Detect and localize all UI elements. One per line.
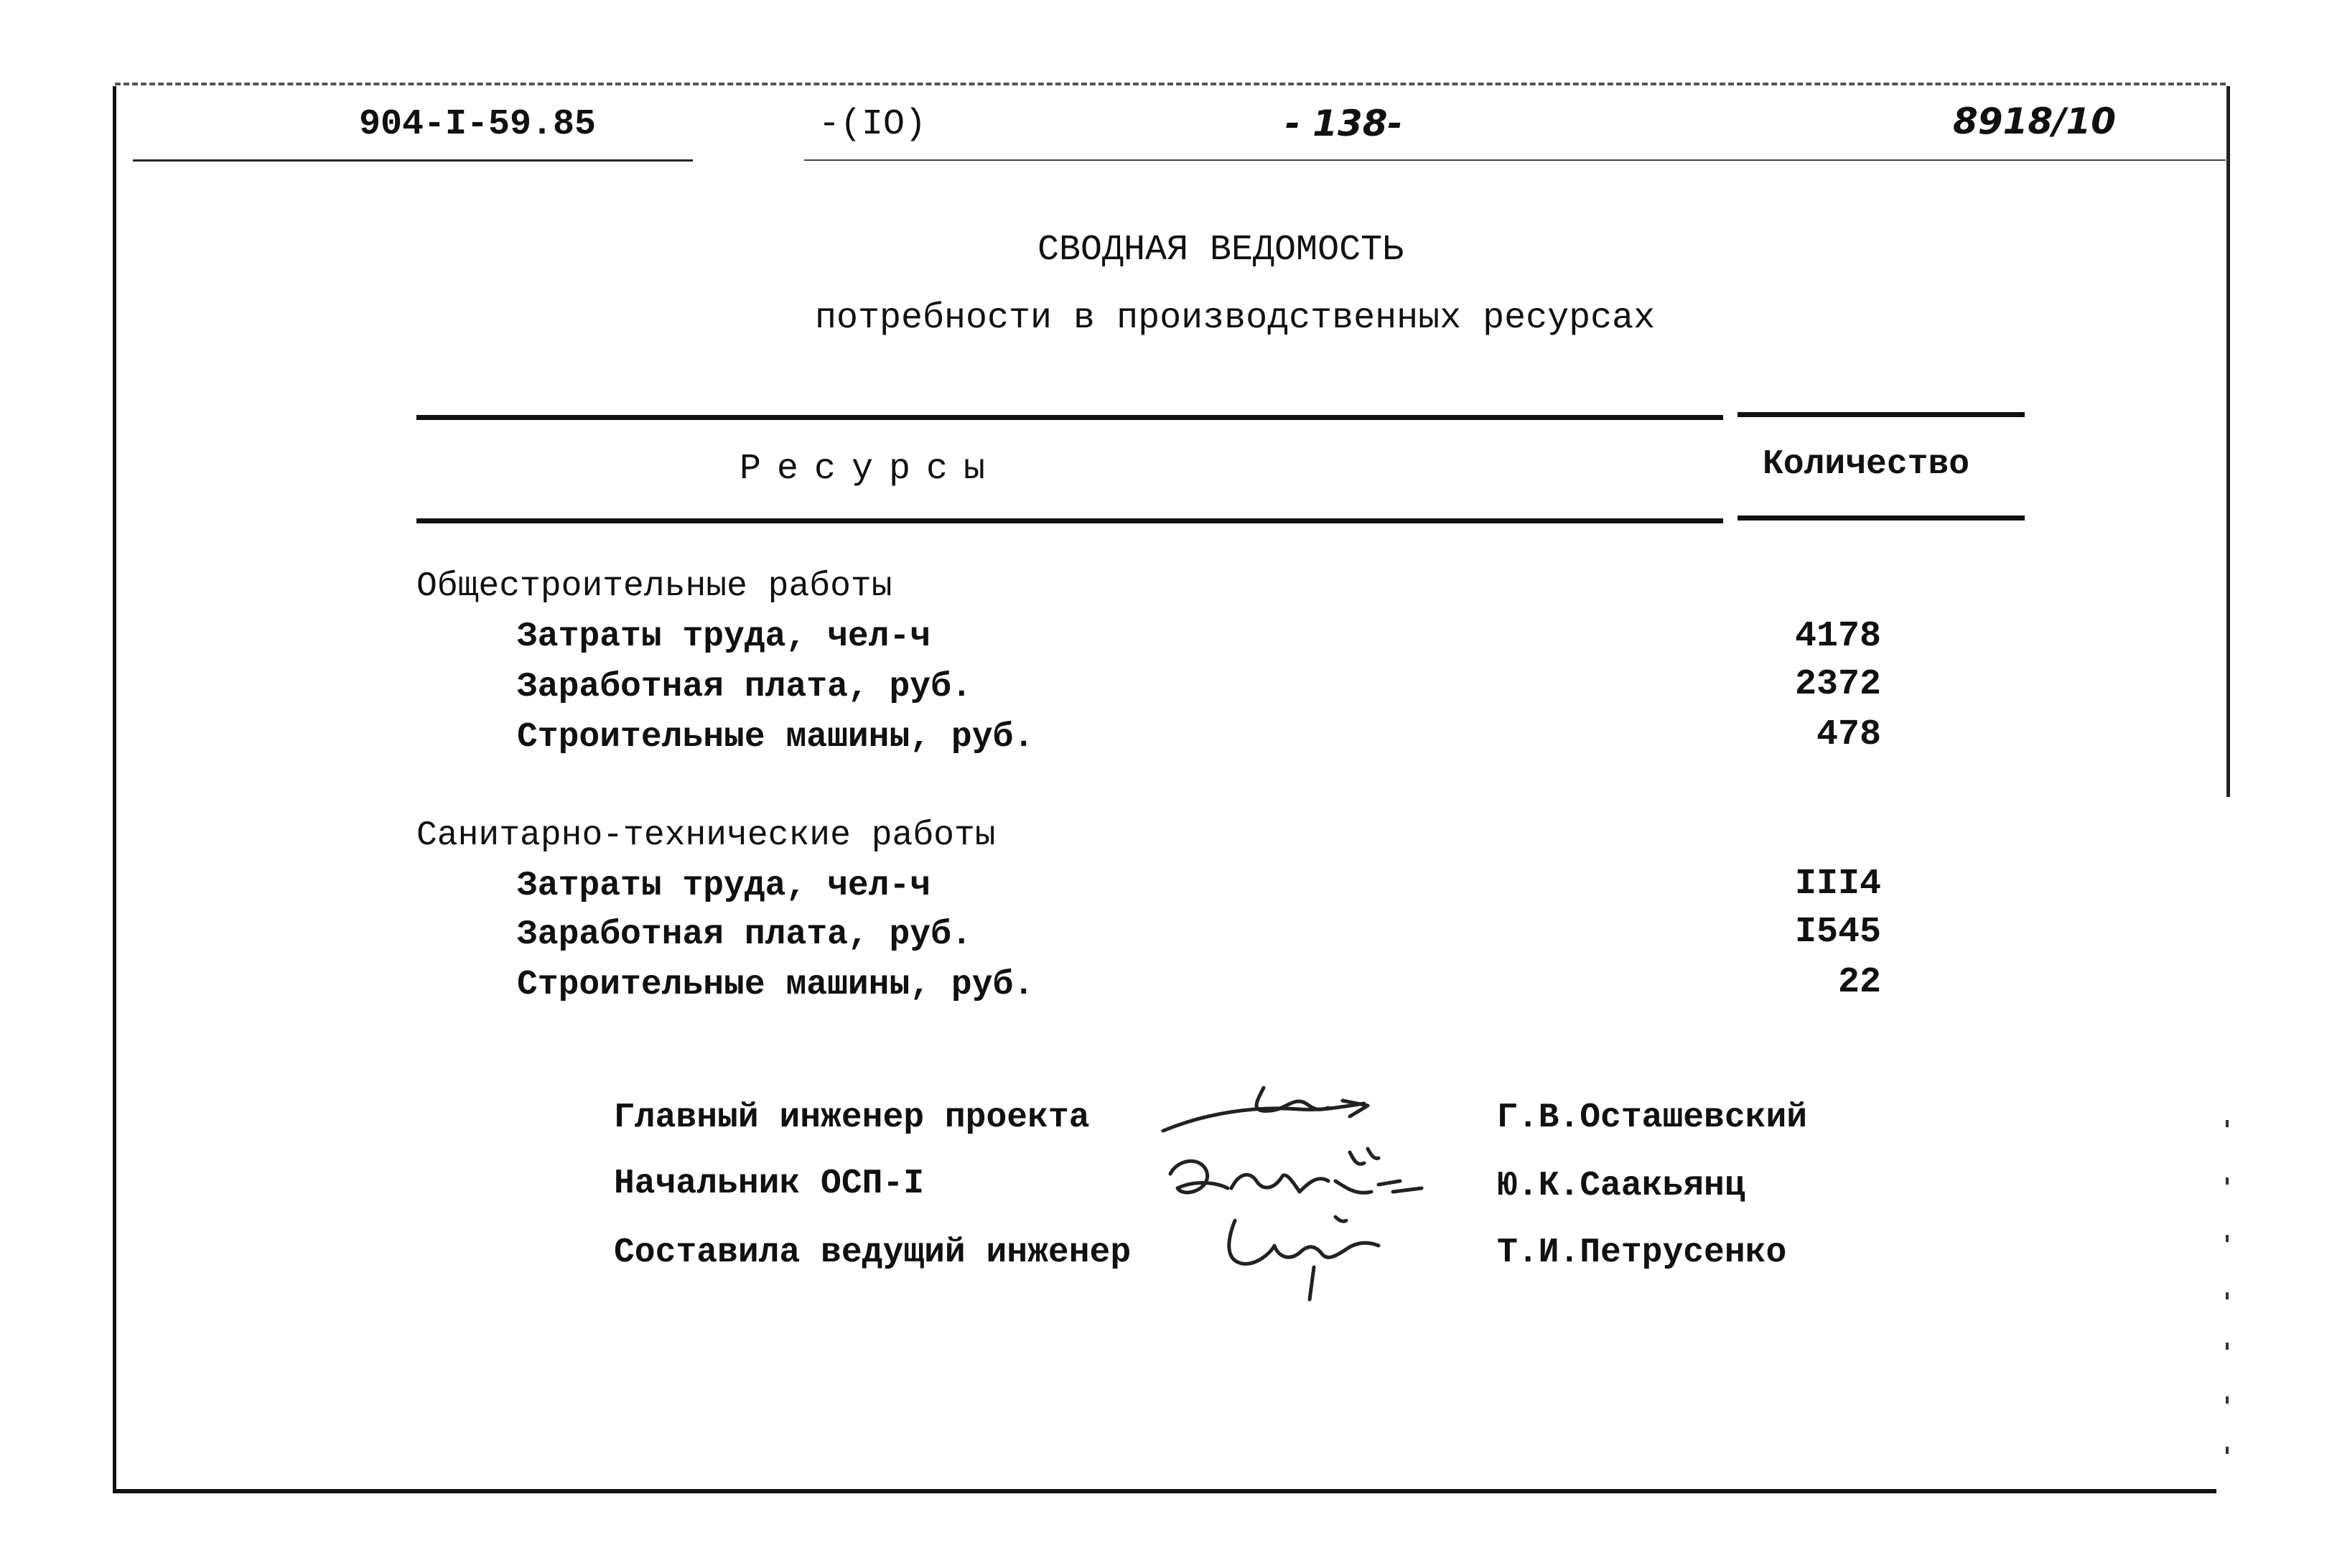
signature-role-chief-engineer: Главный инженер проекта (614, 1098, 1090, 1137)
header-page-number: - 138- (1285, 103, 1403, 144)
header-underline-left (133, 159, 693, 162)
table-top-rule-quantity (1738, 412, 2025, 417)
table-bottom-rule-resources (416, 518, 1723, 523)
table-row-label: Затраты труда, чел-ч (517, 867, 931, 905)
signature-name-department-head: Ю.К.Саакьянц (1497, 1167, 1745, 1205)
signature-stroke-2 (1170, 1161, 1228, 1193)
signature-name-compiler: Т.И.Петрусенко (1497, 1233, 1787, 1272)
table-row-value: 4178 (1794, 616, 1881, 657)
edge-mark (2226, 1120, 2229, 1127)
column-header-resources: Ресурсы (740, 449, 1002, 490)
table-row-label: Заработная плата, руб. (517, 915, 972, 954)
header-part: -(IO) (818, 104, 927, 145)
edge-mark (2226, 1235, 2229, 1242)
edge-mark (2226, 1292, 2229, 1299)
frame-right-border (2226, 86, 2230, 797)
edge-mark (2226, 1177, 2229, 1185)
table-bottom-rule-quantity (1738, 515, 2025, 521)
edge-mark (2226, 1396, 2229, 1404)
frame-bottom-border (113, 1489, 2216, 1493)
edge-mark (2226, 1447, 2229, 1454)
header-doc-code: 904-I-59.85 (359, 104, 597, 145)
table-row-label: Строительные машины, руб. (517, 718, 1035, 757)
signature-role-department-head: Начальник ОСП-I (614, 1165, 925, 1203)
table-row-value: III4 (1794, 864, 1881, 905)
document-title: СВОДНАЯ ВЕДОМОСТЬ (1037, 230, 1404, 271)
table-row-value: I545 (1794, 912, 1881, 953)
frame-left-border (113, 86, 116, 1493)
signature-stroke-1 (1163, 1103, 1364, 1131)
section-title: Общестроительные работы (416, 567, 892, 606)
table-row-value: 2372 (1794, 664, 1881, 705)
signature-role-compiler: Составила ведущий инженер (614, 1233, 1132, 1272)
signature-stroke-3 (1229, 1221, 1300, 1264)
table-row-value: 22 (1837, 962, 1881, 1003)
header-archive-number: 8918/10 (1953, 101, 2117, 142)
table-row-label: Строительные машины, руб. (517, 966, 1035, 1004)
edge-mark (2226, 1343, 2229, 1350)
table-row-value: 478 (1816, 714, 1881, 755)
table-row-label: Заработная плата, руб. (517, 668, 972, 706)
signature-name-chief-engineer: Г.В.Осташевский (1497, 1098, 1808, 1137)
column-header-quantity: Количество (1763, 445, 1970, 484)
handwritten-signatures (1149, 1073, 1479, 1310)
table-row-label: Затраты труда, чел-ч (517, 617, 931, 656)
frame-top-border (115, 83, 2226, 85)
document-subtitle: потребности в производственных ресурсах (815, 298, 1656, 339)
header-underline-right (804, 159, 2226, 161)
section-title: Санитарно-технические работы (416, 816, 996, 855)
table-top-rule-resources (416, 415, 1723, 420)
